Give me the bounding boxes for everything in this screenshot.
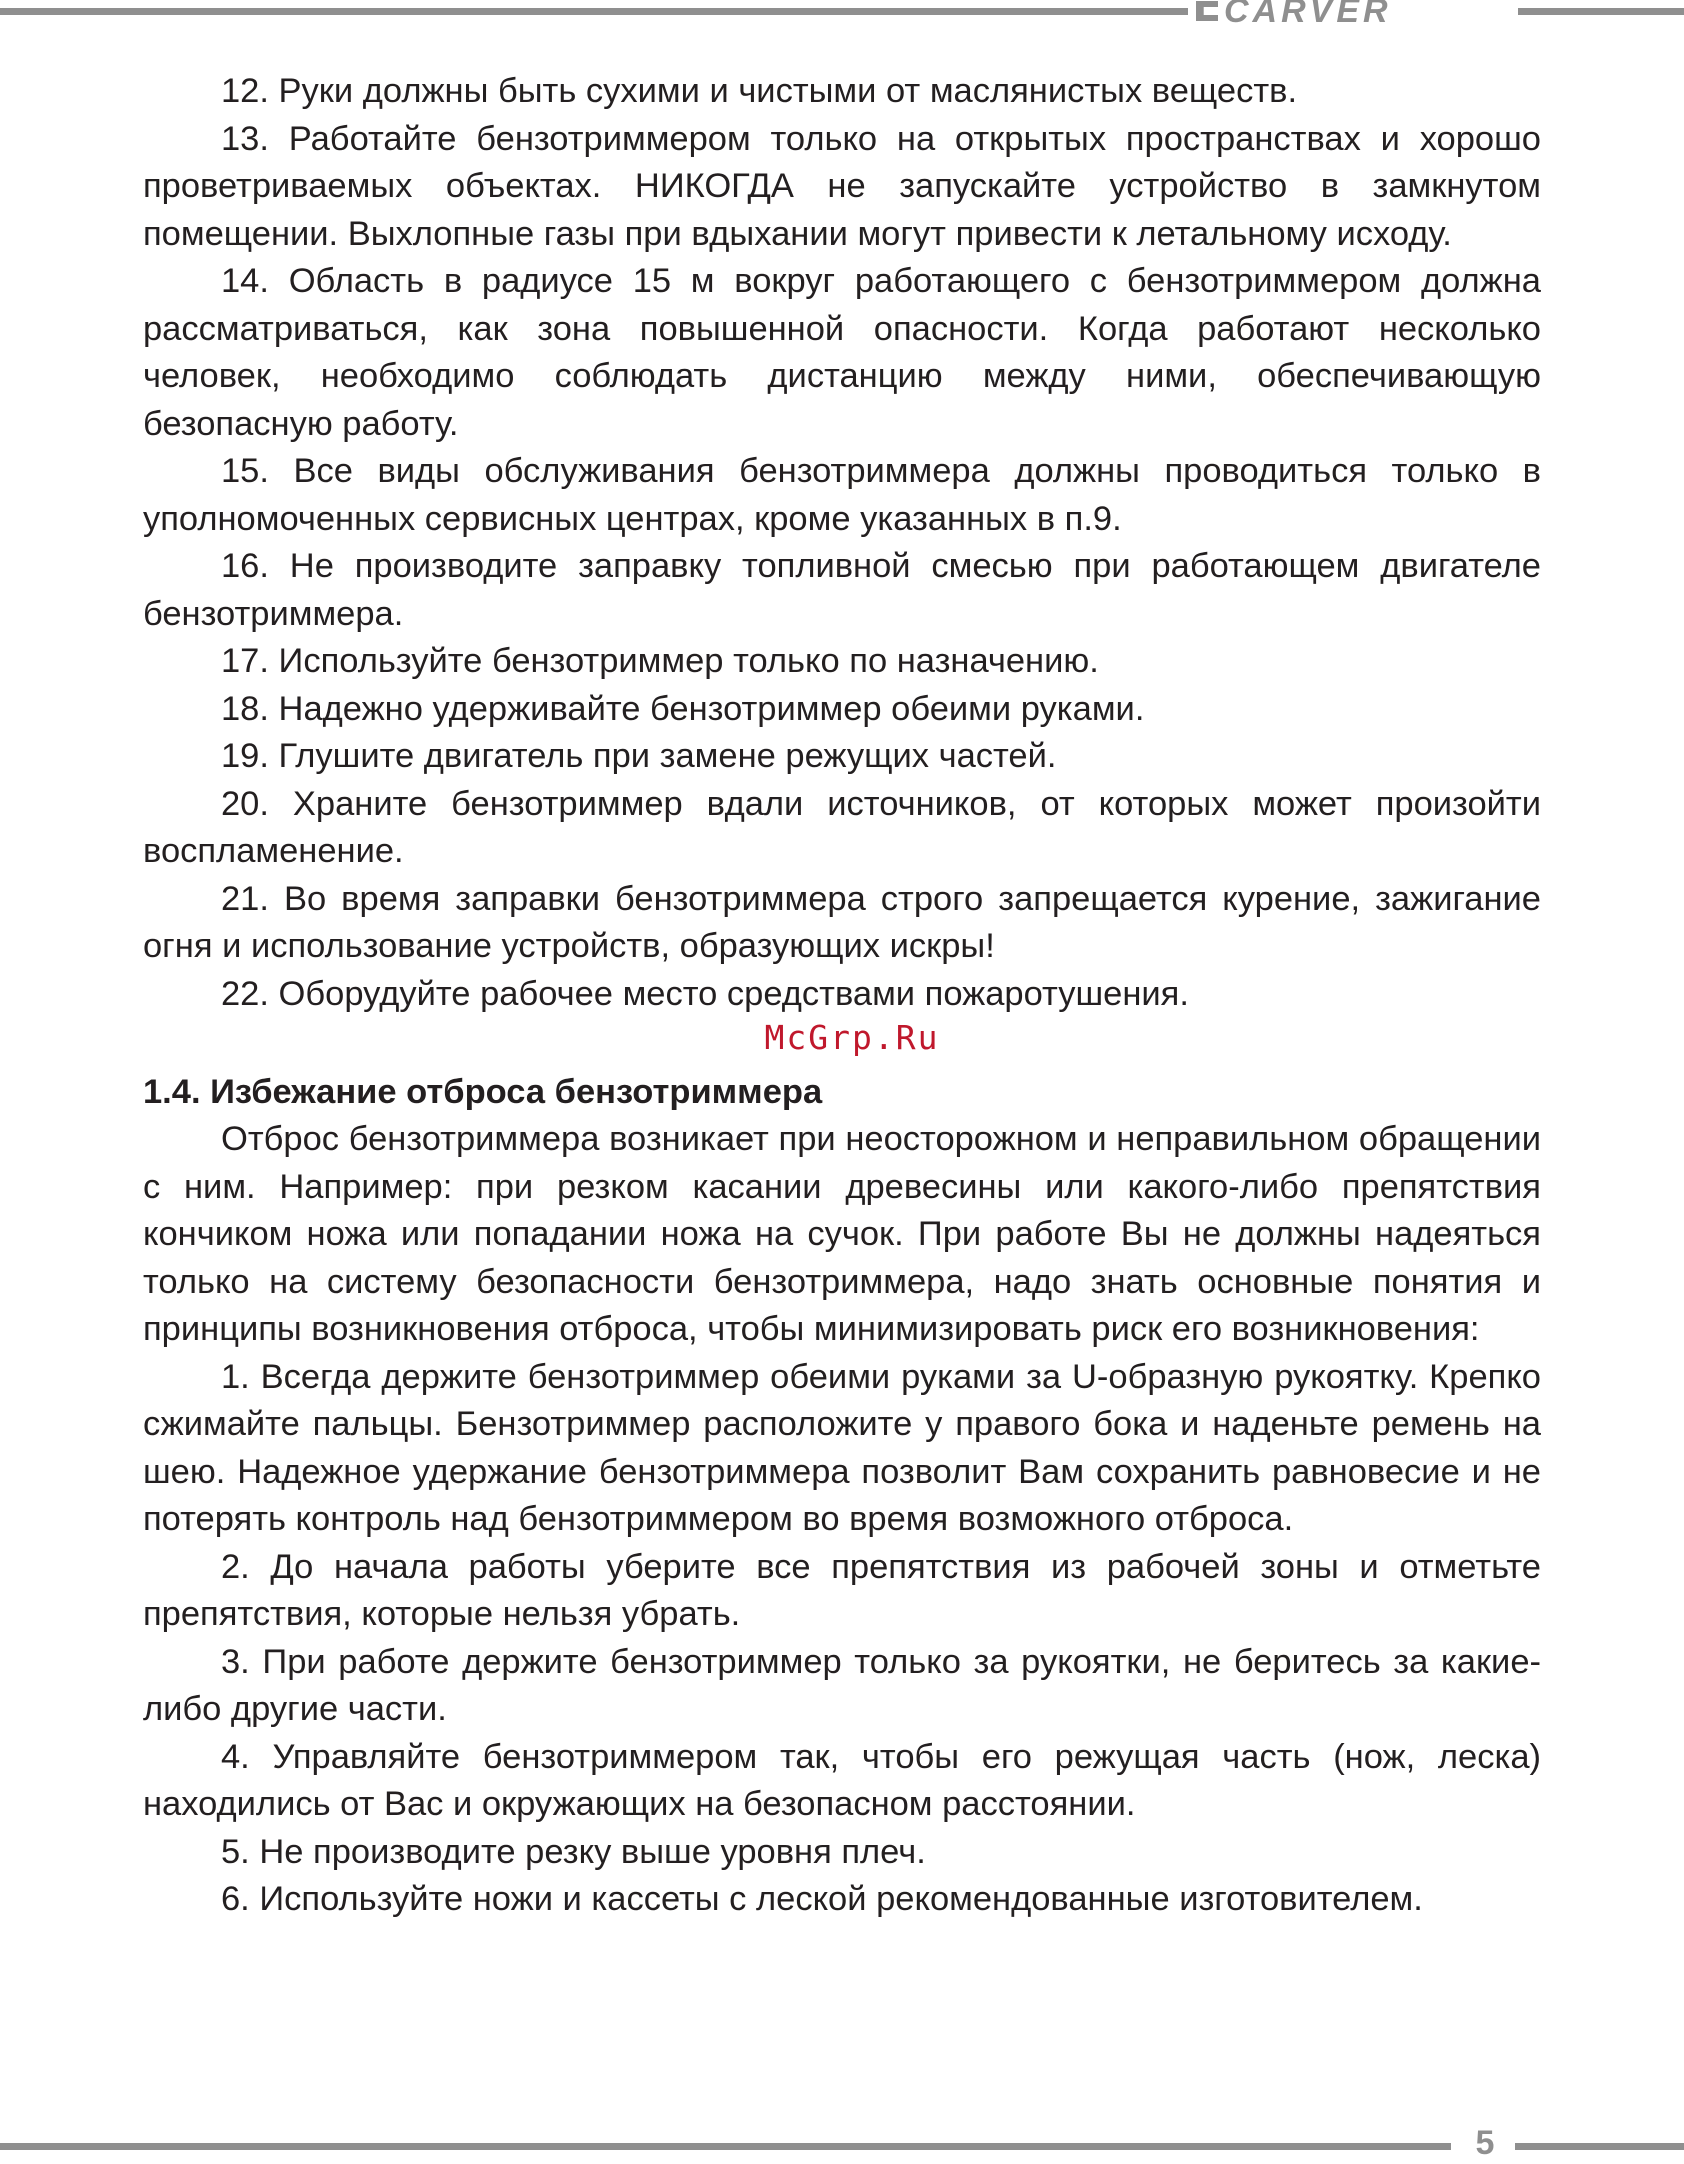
list-item: 1. Всегда держите бензотриммер обеими руками за U-образную рукоятку. Крепко сжимайте пальцы. Бензотриммер расположите у правого бока и наденьте ремень на шею. Надежное удержание бензотриммера позволит Вам сохранить равновесие и не потерять контроль над бензотриммером во время возможного отброса.	[143, 1357, 1541, 1538]
section-heading: 1.4. Избежание отброса бензотриммера	[143, 1073, 823, 1111]
list-item: 6. Используйте ножи и кассеты с леской рекомендованные изготовителем.	[221, 1880, 1423, 1918]
section-intro: Отброс бензотриммера возникает при неосторожном и неправильном обращении с ним. Например: при резком касании древесины или какого-либо препятствия кончиком ножа или попадании ножа на сучок. При работе Вы не должны надеяться только на систему безопасности бензотриммера, надо знать основные понятия и принципы возникновения отброса, чтобы минимизировать риск его возникновения:	[143, 1120, 1541, 1348]
list-item: 2. До начала работы уберите все препятствия из рабочей зоны и отметьте препятствия, которые нельзя убрать.	[143, 1547, 1541, 1633]
page-content	[143, 68, 1541, 1924]
list-item: 16. Не производите заправку топливной смесью при работающем двигателе бензотриммера.	[143, 547, 1541, 633]
list-item: 17. Используйте бензотриммер только по назначению.	[221, 642, 1099, 680]
header-rule-left	[0, 8, 1188, 15]
list-item: 18. Надежно удерживайте бензотриммер обеими руками.	[221, 689, 1145, 728]
footer-rule-left	[0, 2143, 1451, 2150]
list-item: 14. Область в радиусе 15 м вокруг работающего с бензотриммером должна рассматриваться, как зона повышенной опасности. Когда работают несколько человек, необходимо соблюдать дистанцию между ними, обеспечивающую безопасную работу.	[143, 262, 1541, 443]
list-item: 21. Во время заправки бензотриммера строго запрещается курение, зажигание огня и использование устройств, образующих искры!	[143, 879, 1541, 965]
header-rule-right	[1518, 8, 1684, 15]
list-item: 15. Все виды обслуживания бензотриммера должны проводиться только в уполномоченных сервисных центрах, кроме указанных в п.9.	[143, 452, 1541, 538]
list-item: 22. Оборудуйте рабочее место средствами пожаротушения.	[221, 974, 1189, 1013]
list-item: 12. Руки должны быть сухими и чистыми от маслянистых веществ.	[221, 72, 1298, 110]
brand-logo-text: CARVER	[1224, 0, 1392, 30]
page-number: 5	[1475, 2124, 1495, 2162]
list-item: 19. Глушите двигатель при замене режущих частей.	[221, 737, 1057, 775]
watermark-text: McGrp.Ru	[764, 1018, 940, 1057]
list-item: 20. Храните бензотриммер вдали источников, от которых может произойти воспламенение.	[143, 784, 1541, 870]
list-item: 4. Управляйте бензотриммером так, чтобы его режущая часть (нож, леска) находились от Вас и окружающих на безопасном расстоянии.	[143, 1737, 1541, 1823]
carver-logo-icon	[1196, 1, 1218, 21]
list-item: 3. При работе держите бензотриммер только за рукоятки, не беритесь за какие-либо другие части.	[143, 1642, 1541, 1728]
footer-rule-right	[1515, 2143, 1684, 2150]
list-item: 5. Не производите резку выше уровня плеч.	[221, 1832, 926, 1871]
list-item: 13. Работайте бензотриммером только на открытых пространствах и хорошо проветриваемых объектах. НИКОГДА не запускайте устройство в замкнутом помещении. Выхлопные газы при вдыхании могут привести к летальному исходу.	[143, 119, 1541, 253]
brand-logo	[1196, 0, 1392, 30]
